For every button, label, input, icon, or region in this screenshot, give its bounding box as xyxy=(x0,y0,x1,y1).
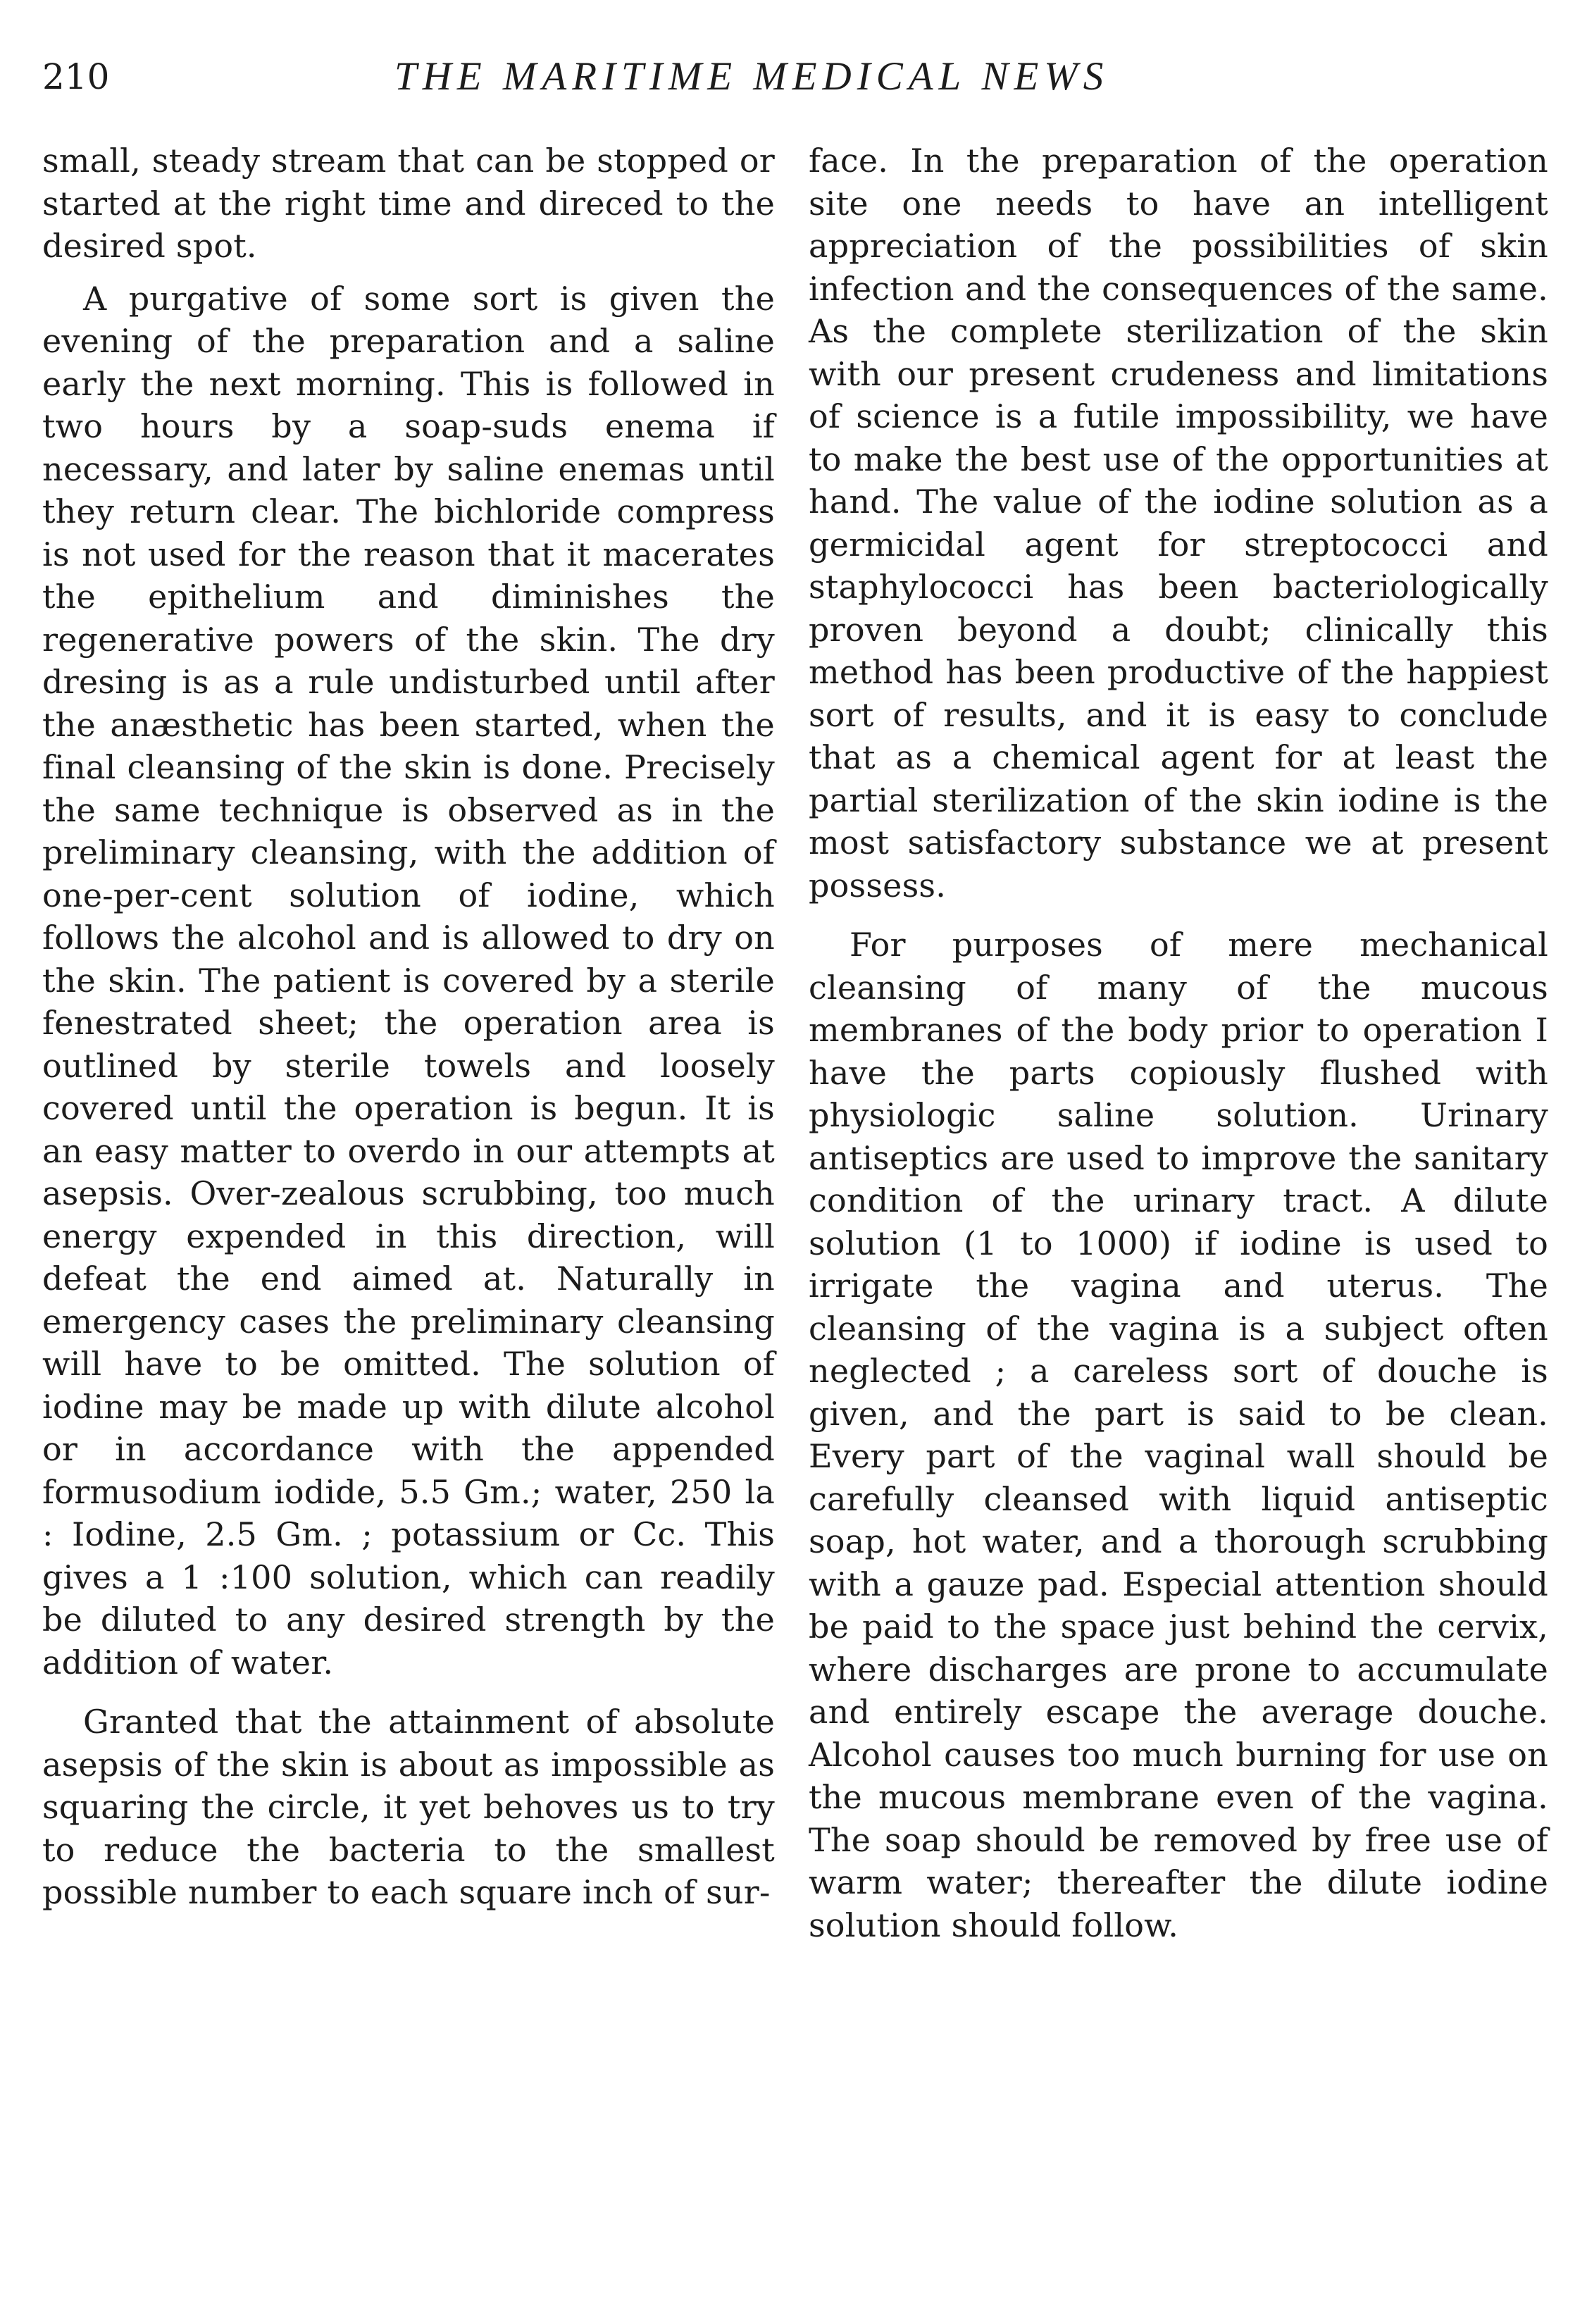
paragraph: small, steady stream that can be stopped or started at the right time and direced to the desired spot. xyxy=(42,142,775,265)
paragraph: Granted that the attainment of absolute asepsis of the skin is about as impossible as squaring the circle, it yet behoves us to try to reduce the bacteria to the smallest possible number to each square inch of sur- xyxy=(42,1703,775,1911)
page-number: 210 xyxy=(42,56,110,97)
running-head: THE MARITIME MEDICAL NEWS xyxy=(394,54,1109,99)
paragraph: For purposes of mere mechanical cleansing of many of the mucous membranes of the body prior to operation I have the parts copiously flushed with physiologic saline solution. Urinary antiseptics are used to improve the sanitary condition of the urinary tract. A dilute solution (1 to 1000) if iodine is used to irrigate the vagina and uterus. The cleansing of the vagina is a subject often neglected ; a careless sort of douche is given, and the part is said to be clean. Every part of the vaginal wall should be carefully cleansed with liquid antiseptic soap, hot water, and a thorough scrubbing with a gauze pad. Especial attention should be paid to the space just behind the cervix, where discharges are prone to accumulate and entirely escape the average douche. Alcohol causes too much burning for use on the mucous membrane even of the vagina. The soap should be removed by free use of warm water; thereafter the dilute iodine solution should follow. xyxy=(809,926,1548,1944)
paragraph: A purgative of some sort is given the evening of the preparation and a saline early the next morning. This is followed in two hours by a soap-suds enema if necessary, and later by saline enemas until they return clear. The bichloride compress is not used for the reason that it macerates the epithelium and diminishes the regenerative powers of the skin. The dry dresing is as a rule undisturbed until after the anæsthetic has been started, when the final cleansing of the skin is done. Precisely the same technique is observed as in the preliminary cleansing, with the addition of one-per-cent solution of iodine, which follows the alcohol and is allowed to dry on the skin. The patient is covered by a sterile fenestrated sheet; the operation area is outlined by sterile towels and loosely covered until the operation is begun. It is an easy matter to overdo in our attempts at asepsis. Over-zealous scrubbing, too much energy expended in this direction, will defeat the end aimed at. Naturally in emergency cases the preliminary cleansing will have to be omitted. The solution of iodine may be made up with dilute alcohol or in accordance with the appended formusodium iodide, 5.5 Gm.; water, 250 la : Iodine, 2.5 Gm. ; potassium or Cc. This gives a 1 :100 solution, which can readily be diluted to any desired strength by the addition of water. xyxy=(42,279,775,1682)
left-column xyxy=(42,139,775,1914)
right-column xyxy=(809,139,1548,1946)
paragraph: face. In the preparation of the operation site one needs to have an intelligent appreciation of the possibilities of skin infection and the consequences of the same. As the complete sterilization of the skin with our present crudeness and limitations of science is a futile impossibility, we have to make the best use of the opportunities at hand. The value of the iodine solution as a germicidal agent for streptococci and staphylococci has been bacteriologically proven beyond a doubt; clinically this method has been productive of the happiest sort of results, and it is easy to conclude that as a chemical agent for at least the partial sterilization of the skin iodine is the most satisfactory substance we at present possess. xyxy=(809,142,1548,905)
page-header xyxy=(42,52,1543,108)
